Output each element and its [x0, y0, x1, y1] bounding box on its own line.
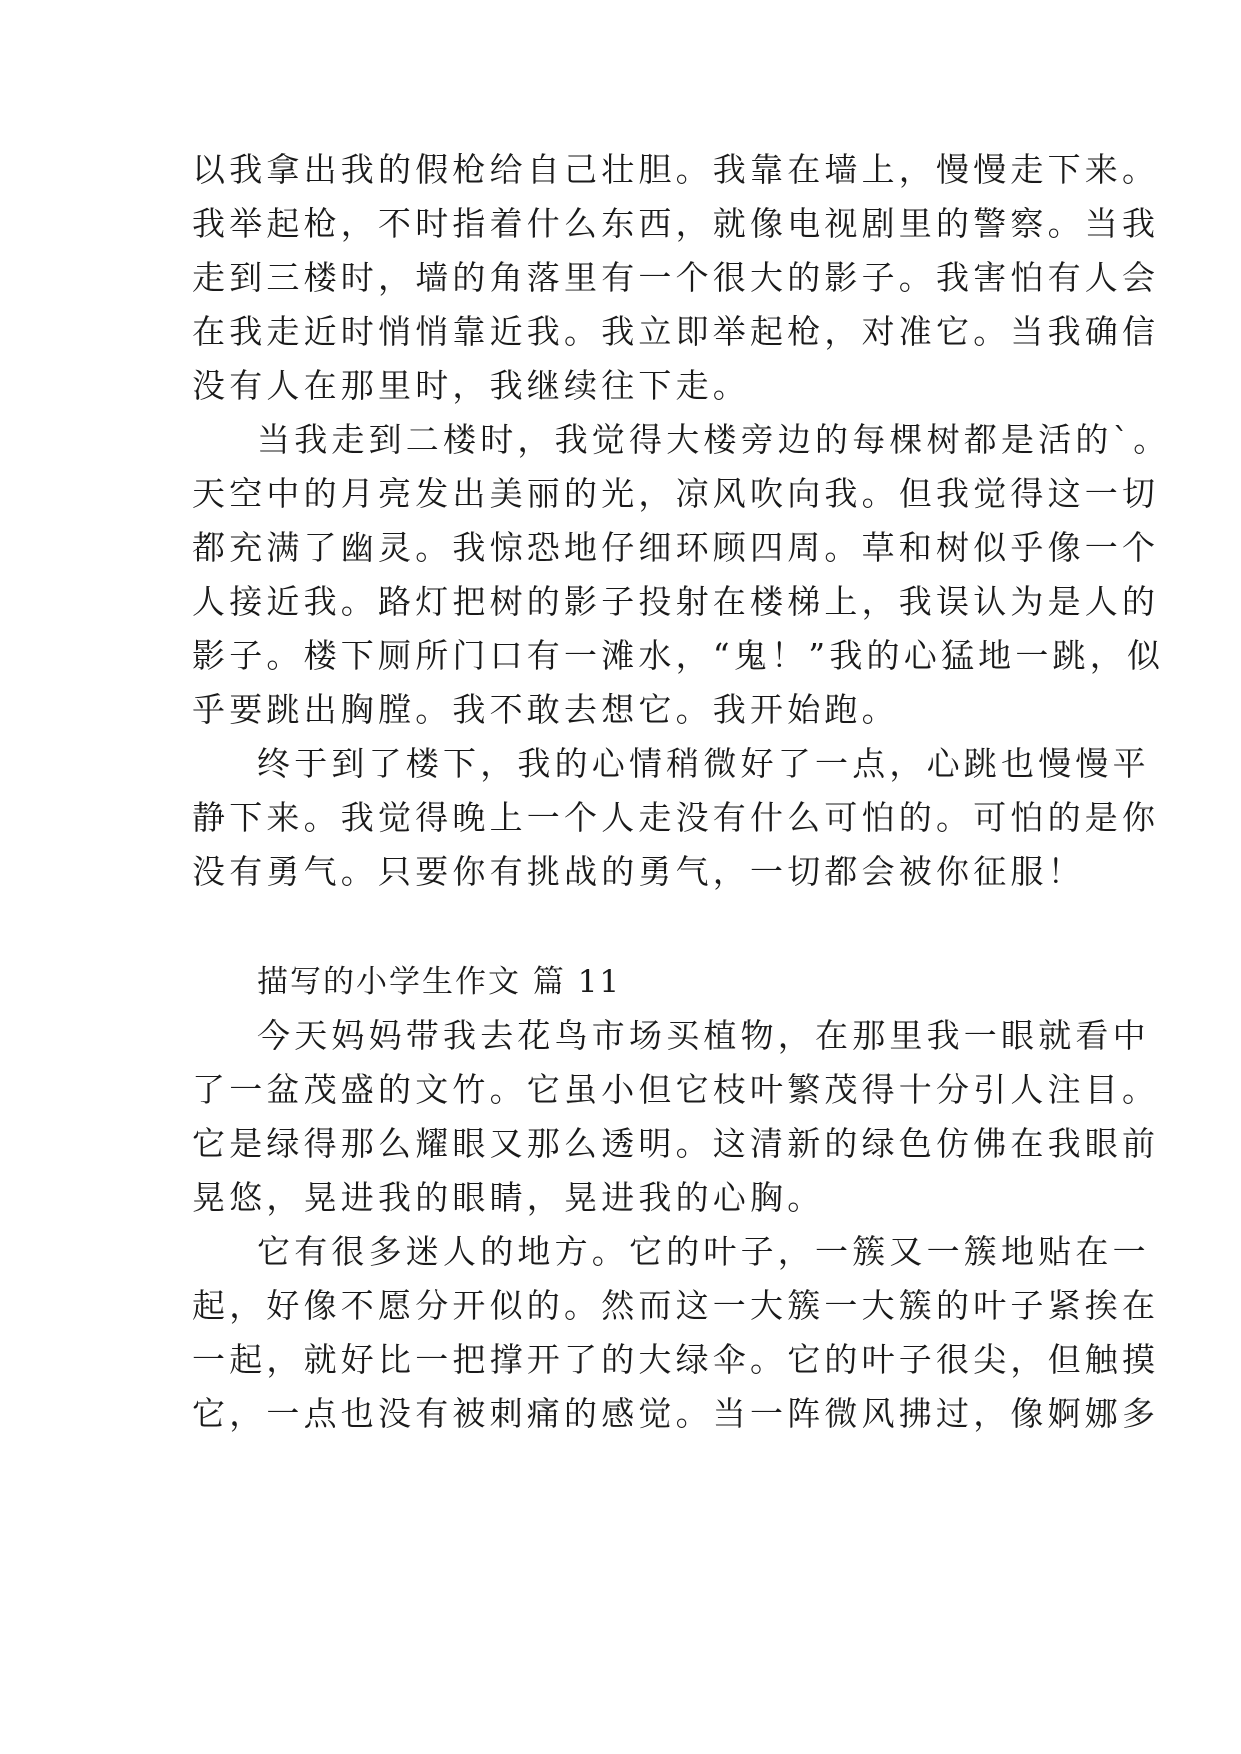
- text-line: 晃悠，晃进我的眼睛，晃进我的心胸。: [192, 1178, 825, 1217]
- text-line: 走到三楼时，墙的角落里有一个很大的影子。我害怕有人会: [192, 258, 1160, 297]
- paragraph-start-line: 终于到了楼下，我的心情稍微好了一点，心跳也慢慢平: [257, 744, 1150, 783]
- paragraph-start-line: 今天妈妈带我去花鸟市场买植物，在那里我一眼就看中: [257, 1016, 1150, 1055]
- text-line: 没有人在那里时，我继续往下走。: [192, 366, 750, 405]
- text-line: 起，好像不愿分开似的。然而这一大簇一大簇的叶子紧挨在: [192, 1286, 1160, 1325]
- text-line: 静下来。我觉得晚上一个人走没有什么可怕的。可怕的是你: [192, 798, 1160, 837]
- text-line: 我举起枪，不时指着什么东西，就像电视剧里的警察。当我: [192, 204, 1160, 243]
- text-line: 人接近我。路灯把树的影子投射在楼梯上，我误认为是人的: [192, 582, 1160, 621]
- text-line: 都充满了幽灵。我惊恐地仔细环顾四周。草和树似乎像一个: [192, 528, 1160, 567]
- text-line: 它是绿得那么耀眼又那么透明。这清新的绿色仿佛在我眼前: [192, 1124, 1160, 1163]
- section-heading: 描写的小学生作文 篇 11: [257, 964, 622, 1000]
- text-line: 了一盆茂盛的文竹。它虽小但它枝叶繁茂得十分引人注目。: [192, 1070, 1160, 1109]
- text-line: 天空中的月亮发出美丽的光，凉风吹向我。但我觉得这一切: [192, 474, 1160, 513]
- text-line: 乎要跳出胸膛。我不敢去想它。我开始跑。: [192, 690, 899, 729]
- text-line: 以我拿出我的假枪给自己壮胆。我靠在墙上，慢慢走下来。: [192, 150, 1160, 189]
- text-line: 在我走近时悄悄靠近我。我立即举起枪，对准它。当我确信: [192, 312, 1160, 351]
- paragraph-start-line: 它有很多迷人的地方。它的叶子，一簇又一簇地贴在一: [257, 1232, 1150, 1271]
- text-line: 一起，就好比一把撑开了的大绿伞。它的叶子很尖，但触摸: [192, 1340, 1160, 1379]
- text-line: 没有勇气。只要你有挑战的勇气，一切都会被你征服！: [192, 852, 1085, 891]
- text-line: 它，一点也没有被刺痛的感觉。当一阵微风拂过，像婀娜多: [192, 1394, 1160, 1433]
- paragraph-start-line: 当我走到二楼时，我觉得大楼旁边的每棵树都是活的`。: [257, 420, 1171, 459]
- text-line: 影子。楼下厕所门口有一滩水，“鬼！”我的心猛地一跳，似: [192, 636, 1165, 675]
